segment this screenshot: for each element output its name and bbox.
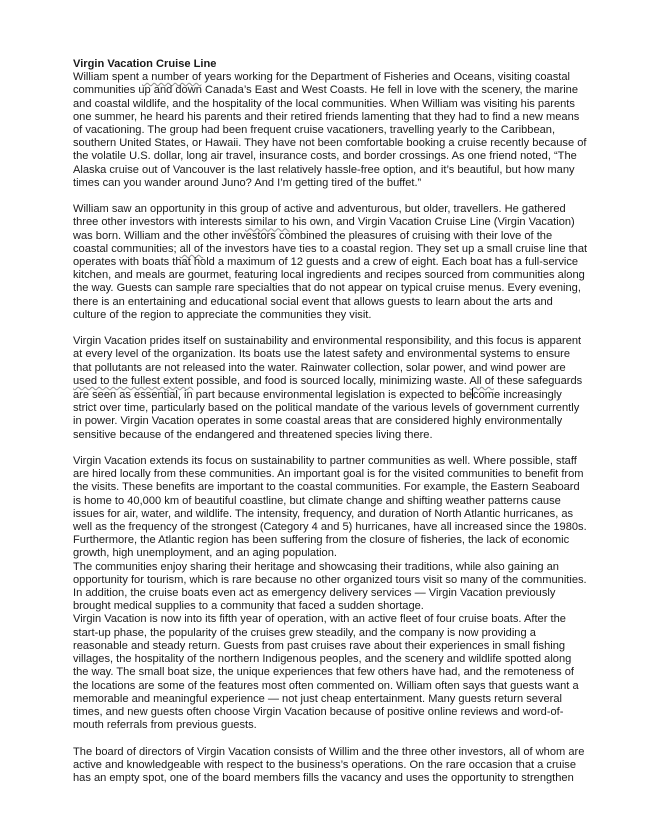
text-run: possible, and food is sourced locally, minimizing waste.	[193, 374, 470, 387]
text-run: these safeguards are seen as essential, in part because environmental legislation is expected to be	[73, 374, 583, 402]
text-run: come increasingly strict over time, particularly based on the political mandate of the various levels of government currently in power. Virgin Vacation operates in some coastal areas that are considered highly environmentally sensitive because of the endangered and threatened species living there.	[73, 389, 580, 441]
body-paragraph	[73, 746, 588, 786]
grammar-flag: a number of	[142, 71, 202, 84]
document-title: Virgin Vacation Cruise Line	[73, 58, 217, 70]
grammar-flag: All of	[469, 374, 494, 387]
text-run: The board of directors of Virgin Vacation consists of Willim and the three other investors, all of whom are active and knowledgeable with respect to the business’s operations. On the rare occasion that a cruise has an empty spot, one of the board members fills the vacancy and uses the opportunity to strengthen	[73, 745, 585, 784]
text-run: his own, and Virgin Vacation Cruise Line (Virgin Vacation) was born. William and the other investors combined the pleasures of cruising with their love of the coastal communities;	[73, 216, 575, 255]
text-run: years working for the Department of Fisheries and Oceans, visiting coastal communities up and down Canada’s East and West Coasts. He fell in love with the scenery, the marine and coastal wildlife, and the hospitality of the local communities. When William was visiting his parents one summer, he heard his parents and their retired friends lamenting that they had to find a new means of vacationing. The group had been frequent cruise vacationers, travelling yearly to the Caribbean, southern United States, or Hawaii. They have not been comfortable booking a cruise recently because of the volatile U.S. dollar, long air travel, insurance costs, and border crossings. As one friend noted, “The Alaska cruise out of Vancouver is the last relatively hassle-free option, and it’s beautiful, but how many times can you wander around Juno? And I’m getting tired of the buffet.”	[73, 71, 587, 189]
body-paragraph	[73, 455, 588, 561]
document-page	[73, 58, 588, 785]
body-paragraph	[73, 613, 588, 732]
grammar-flag: all of	[179, 242, 204, 255]
text-run: William saw an opportunity in this group of active and adventurous, but older, travellers. He gathered three other investors with interests	[73, 203, 566, 229]
text-run: The communities enjoy sharing their heritage and showcasing their traditions, while also gaining an opportunity for tourism, which is rare because no other organized tours visit so many of the communities. In addition, the cruise boats even act as emergency delivery services — Virgin Vacation previously brought medical supplies to a community that faced a sudden shortage.	[73, 560, 587, 613]
text-run: Virgin Vacation extends its focus on sustainability to partner communities as well. Where possible, staff are hired locally from these communities. An important goal is for the visited communities to benefit from the visits. These benefits are important to the coastal communities. For example, the Eastern Seaboard is home to 40,000 km of beautiful coastline, but climate change and shifting weather patterns cause issues for air, water, and wildlife. The intensity, frequency, and duration of North Atlantic hurricanes, as well as the frequency of the strongest (Category 4 and 5) hurricanes, have all increased since the 1980s. Furthermore, the Atlantic region has been suffering from the closure of fisheries, the lack of economic growth, high unemployment, and an aging population.	[73, 455, 587, 560]
text-run: the investors have ties to a coastal region. They set up a small cruise line that operates with boats that hold a maximum of 12 guests and a crew of eight. Each boat has a full-service kitchen, and meals are gourmet, featuring local ingredients and recipes sourced from communities along the way. Guests can sample rare specialties that do not appear on typical cruise menus. Every evening, there is an entertaining and educational social event that allows guests to learn about the arts and culture of the region to appreciate the communities they visit.	[73, 242, 588, 321]
text-run: Virgin Vacation prides itself on sustainability and environmental responsibility, and this focus is apparent at every level of the organization. Its boats use the latest safety and environmental systems to ensure that pollutants are not released into the water. Rainwater collection, solar power, and wind power are	[73, 335, 582, 374]
text-run: Virgin Vacation is now into its fifth year of operation, with an active fleet of four cruise boats. After the start-up phase, the popularity of the cruises grew steadily, and the company is now providing a reasonable and steady return. Guests from past cruises rave about their experiences in small fishing villages, the hospitality of the northern Indigenous peoples, and the scenery and wildlife spotted along the way. The small boat size, the unique experiences that few others have had, and the remoteness of the locations are some of the features most often commented on. William often says that guests want a memorable and meaningful experience — not just cheap entertainment. Many guests return several times, and new guests often choose Virgin Vacation because of positive online reviews and word-of-mouth referrals from previous guests.	[73, 613, 579, 732]
text-run: William spent	[73, 71, 143, 84]
body-paragraph	[73, 561, 588, 614]
body-paragraph	[73, 203, 588, 322]
grammar-flag: similar to	[245, 216, 290, 229]
body-paragraph	[73, 335, 588, 442]
body-paragraph	[73, 71, 588, 190]
document-body	[73, 71, 588, 785]
grammar-flag: used to the fullest extent	[73, 374, 194, 387]
